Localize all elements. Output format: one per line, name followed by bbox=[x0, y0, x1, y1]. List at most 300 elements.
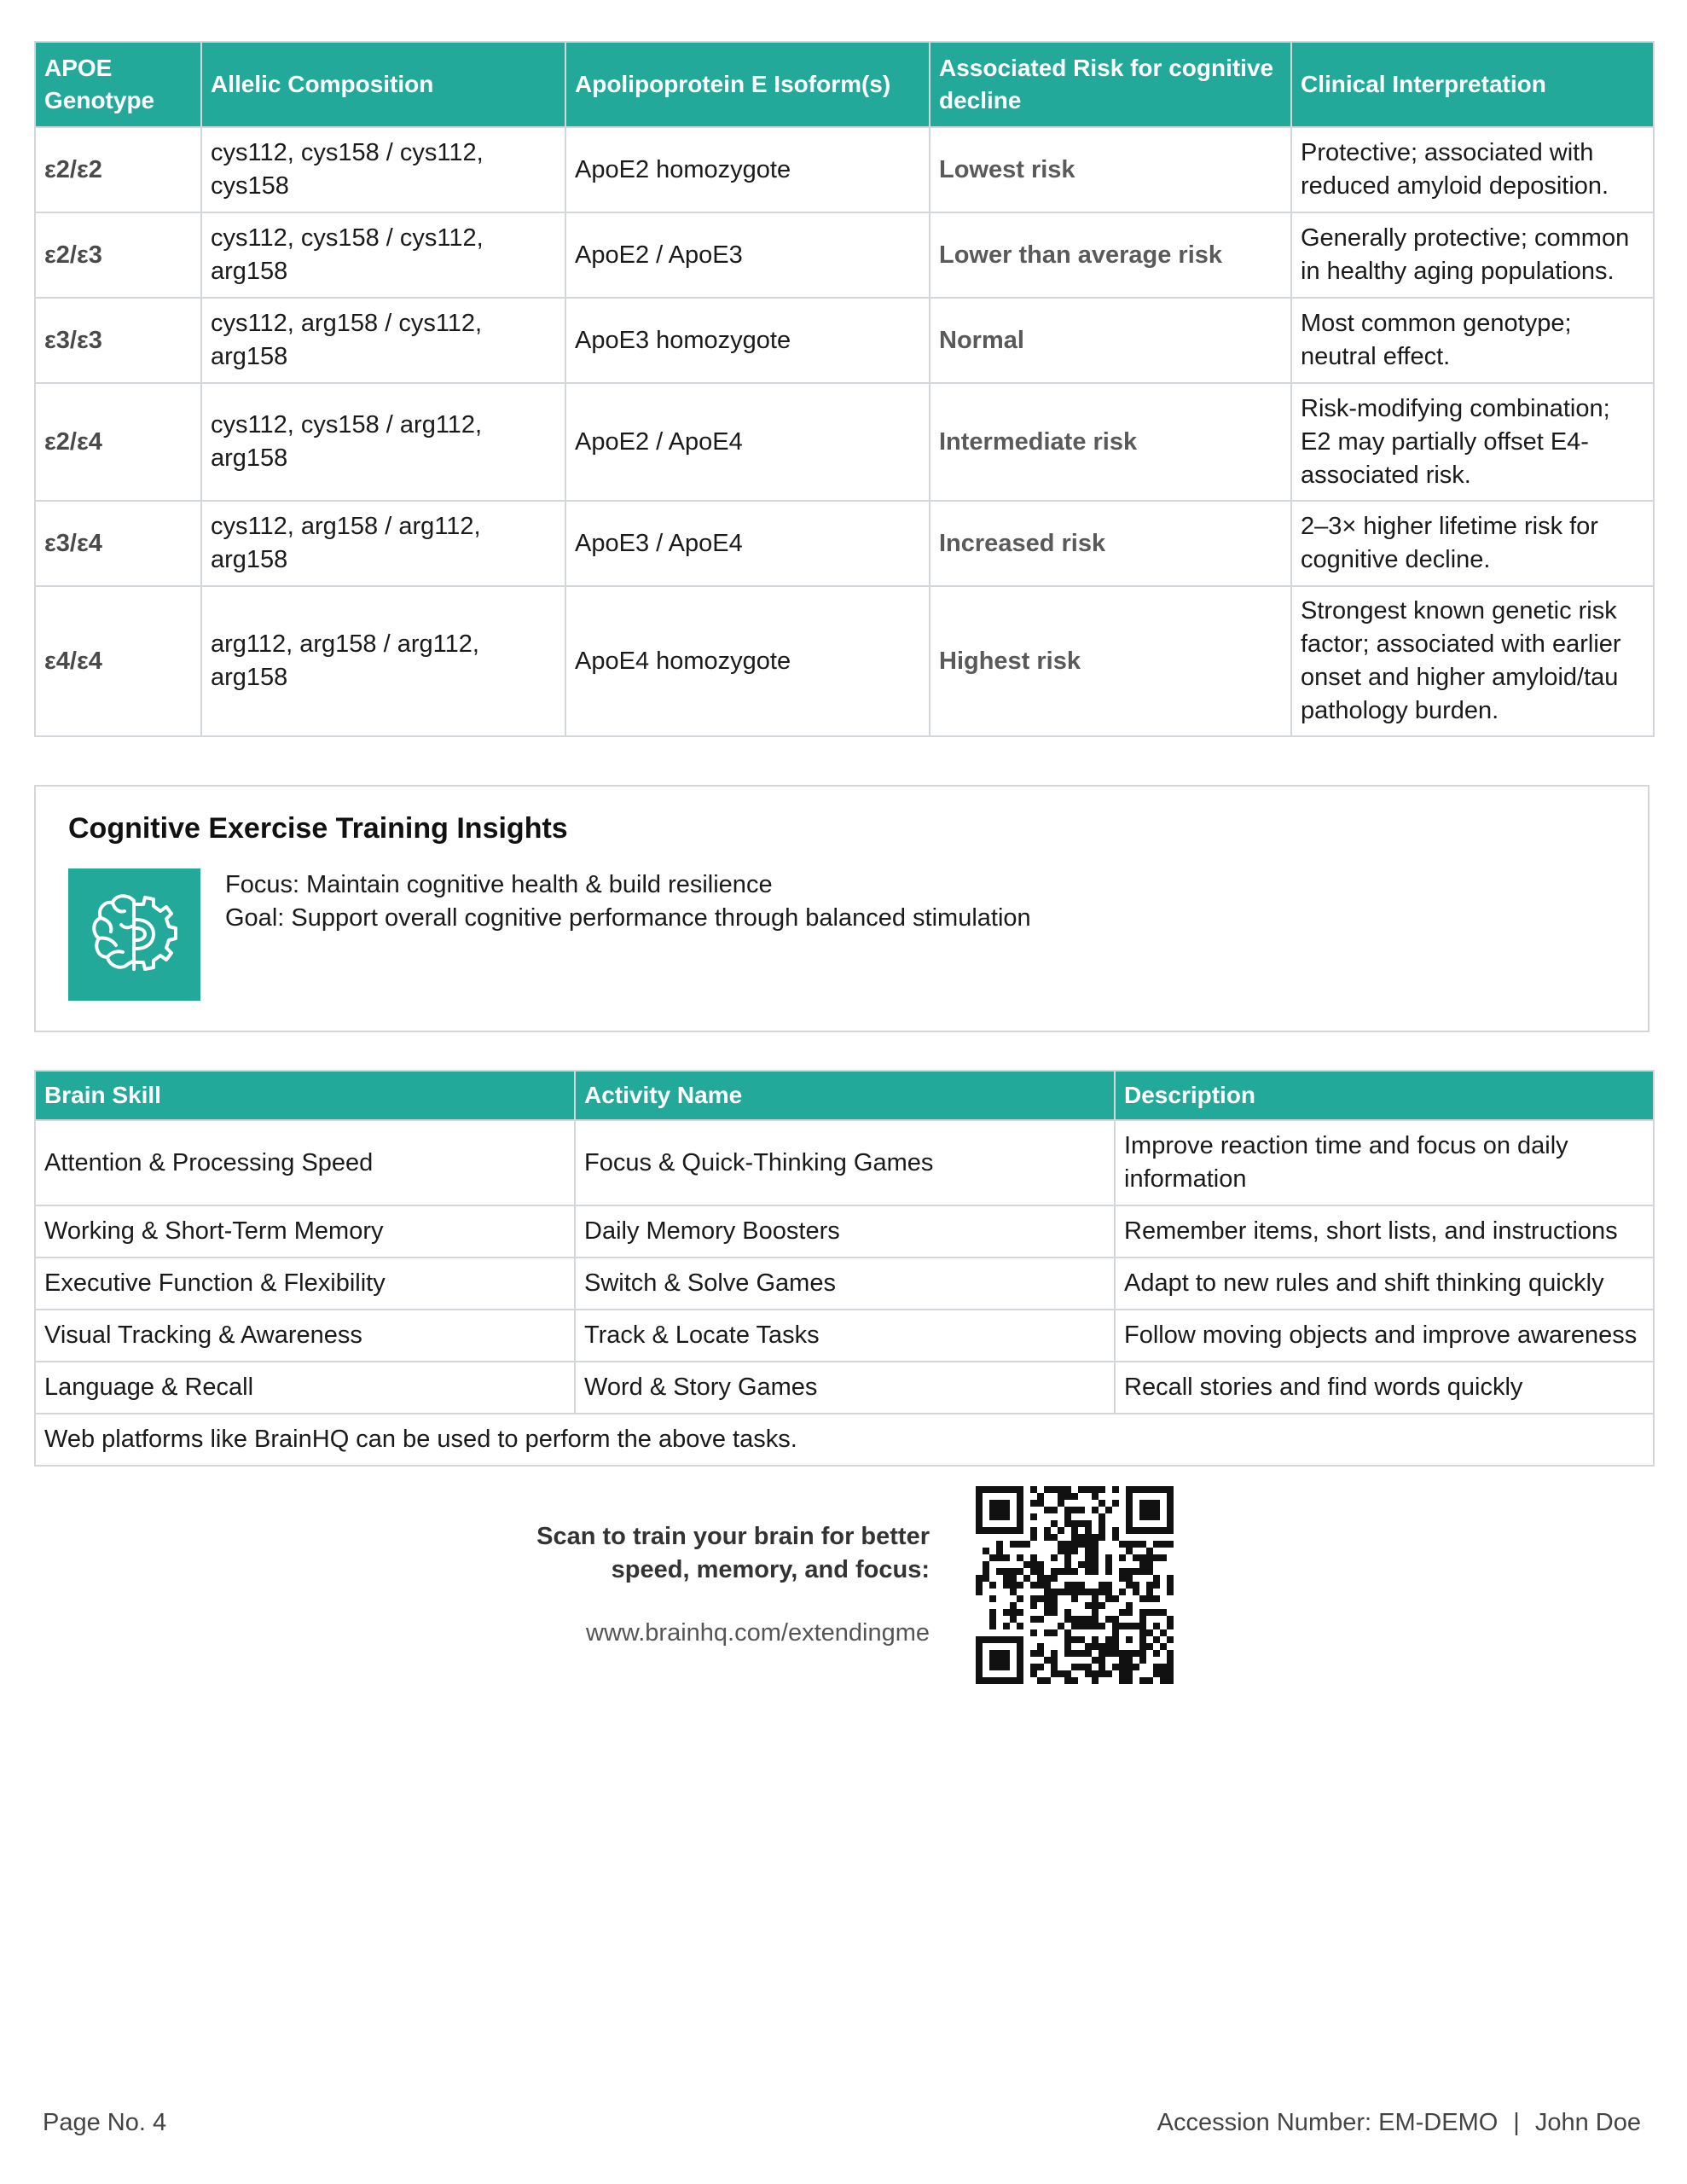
allelic-cell: cys112, cys158 / cys112, cys158 bbox=[201, 127, 565, 212]
accession-number: Accession Number: EM-DEMO bbox=[1157, 2109, 1499, 2136]
qr-module bbox=[1105, 1561, 1112, 1568]
qr-module bbox=[1003, 1609, 1010, 1616]
column-header: Associated Risk for cognitive decline bbox=[930, 42, 1291, 127]
qr-module bbox=[1051, 1589, 1058, 1595]
qr-module bbox=[989, 1623, 996, 1629]
interpretation-cell: Most common genotype; neutral effect. bbox=[1291, 298, 1654, 383]
qr-module bbox=[1071, 1548, 1078, 1554]
table-note-row bbox=[35, 1414, 1654, 1466]
qr-module bbox=[1030, 1616, 1037, 1623]
table-row bbox=[35, 1205, 1654, 1258]
brain-gear-icon bbox=[68, 868, 200, 1001]
qr-module bbox=[1058, 1500, 1064, 1507]
qr-module bbox=[1085, 1561, 1092, 1568]
qr-module bbox=[1030, 1513, 1037, 1520]
qr-module bbox=[1064, 1609, 1071, 1616]
qr-module bbox=[1139, 1561, 1146, 1568]
qr-module bbox=[1010, 1575, 1017, 1582]
qr-module bbox=[1051, 1629, 1058, 1636]
interpretation-cell: Strongest known genetic risk factor; associated with earlier onset and higher amyloid/tau pathology burden. bbox=[1291, 586, 1654, 736]
qr-module bbox=[1099, 1664, 1105, 1670]
qr-module bbox=[1112, 1595, 1119, 1602]
column-header: Brain Skill bbox=[35, 1071, 575, 1120]
qr-module bbox=[1037, 1616, 1044, 1623]
qr-module bbox=[1030, 1650, 1037, 1657]
goal-text: Goal: Support overall cognitive performance through balanced stimulation bbox=[225, 904, 1031, 932]
qr-module bbox=[1139, 1554, 1146, 1561]
qr-module bbox=[1167, 1541, 1174, 1548]
qr-module bbox=[1071, 1664, 1078, 1670]
qr-module bbox=[1099, 1500, 1105, 1507]
isoform-cell: ApoE2 / ApoE4 bbox=[565, 383, 930, 501]
qr-module bbox=[1126, 1670, 1133, 1677]
qr-module bbox=[1146, 1561, 1153, 1568]
qr-module bbox=[1064, 1582, 1071, 1589]
qr-module bbox=[1071, 1677, 1078, 1684]
qr-module bbox=[1167, 1677, 1174, 1684]
qr-module bbox=[1105, 1595, 1112, 1602]
qr-module bbox=[1092, 1493, 1099, 1500]
qr-module bbox=[1085, 1486, 1092, 1493]
qr-module bbox=[1112, 1500, 1119, 1507]
table-header-row bbox=[35, 42, 1654, 127]
qr-module bbox=[1153, 1575, 1160, 1582]
qr-module bbox=[1071, 1650, 1078, 1657]
qr-module bbox=[1058, 1548, 1064, 1554]
qr-module bbox=[1064, 1493, 1071, 1500]
scan-line-2: speed, memory, and focus: bbox=[611, 1556, 930, 1583]
qr-module bbox=[1112, 1534, 1119, 1541]
qr-module bbox=[1051, 1650, 1058, 1657]
qr-module bbox=[1058, 1493, 1064, 1500]
qr-module bbox=[1051, 1534, 1058, 1541]
qr-module bbox=[1064, 1636, 1071, 1643]
qr-module bbox=[996, 1541, 1003, 1548]
activity-cell: Daily Memory Boosters bbox=[575, 1205, 1115, 1258]
qr-module bbox=[1010, 1541, 1017, 1548]
insights-text bbox=[225, 868, 1031, 935]
qr-module bbox=[1119, 1589, 1126, 1595]
qr-module bbox=[1058, 1568, 1064, 1575]
qr-module bbox=[1119, 1677, 1126, 1684]
qr-module bbox=[1126, 1541, 1133, 1548]
qr-module bbox=[1078, 1541, 1085, 1548]
qr-module bbox=[976, 1575, 983, 1582]
qr-module bbox=[1153, 1582, 1160, 1589]
qr-module bbox=[1112, 1486, 1119, 1493]
qr-module bbox=[1085, 1589, 1092, 1595]
qr-module bbox=[1146, 1568, 1153, 1575]
qr-module bbox=[1092, 1507, 1099, 1513]
allelic-cell: cys112, arg158 / arg112, arg158 bbox=[201, 501, 565, 586]
qr-module bbox=[1092, 1541, 1099, 1548]
qr-module bbox=[1099, 1513, 1105, 1520]
skill-cell: Executive Function & Flexibility bbox=[35, 1258, 575, 1310]
qr-module bbox=[1071, 1636, 1078, 1643]
qr-module bbox=[1085, 1670, 1092, 1677]
qr-module bbox=[1092, 1616, 1099, 1623]
qr-module bbox=[1092, 1561, 1099, 1568]
allelic-cell: cys112, arg158 / cys112, arg158 bbox=[201, 298, 565, 383]
qr-module bbox=[1010, 1568, 1017, 1575]
scan-line-1: Scan to train your brain for better bbox=[536, 1523, 930, 1550]
qr-module bbox=[1044, 1582, 1051, 1589]
qr-module bbox=[1112, 1664, 1119, 1670]
qr-module bbox=[1092, 1636, 1099, 1643]
qr-module bbox=[1037, 1493, 1044, 1500]
qr-module bbox=[1126, 1657, 1133, 1664]
interpretation-cell: Protective; associated with reduced amyloid deposition. bbox=[1291, 127, 1654, 212]
qr-module bbox=[1153, 1609, 1160, 1616]
qr-module bbox=[1126, 1664, 1133, 1670]
qr-module bbox=[1092, 1677, 1099, 1684]
qr-code[interactable] bbox=[976, 1486, 1174, 1684]
qr-module bbox=[1064, 1568, 1071, 1575]
qr-module bbox=[1119, 1664, 1126, 1670]
qr-module bbox=[1139, 1616, 1146, 1623]
qr-module bbox=[1105, 1650, 1112, 1657]
qr-module bbox=[1099, 1602, 1105, 1609]
qr-module bbox=[1064, 1520, 1071, 1527]
footer-separator: | bbox=[1513, 2109, 1520, 2136]
qr-module bbox=[1071, 1507, 1078, 1513]
qr-module bbox=[1099, 1589, 1105, 1595]
qr-module bbox=[1099, 1643, 1105, 1650]
qr-module bbox=[1064, 1507, 1071, 1513]
qr-module bbox=[1105, 1589, 1112, 1595]
qr-module bbox=[1030, 1629, 1037, 1636]
isoform-cell: ApoE3 / ApoE4 bbox=[565, 501, 930, 586]
qr-module bbox=[1064, 1629, 1071, 1636]
footer-meta bbox=[1157, 2109, 1641, 2137]
qr-module bbox=[1051, 1595, 1058, 1602]
qr-module bbox=[1030, 1582, 1037, 1589]
qr-module bbox=[1092, 1623, 1099, 1629]
qr-module bbox=[1092, 1609, 1099, 1616]
qr-module bbox=[1064, 1513, 1071, 1520]
qr-module bbox=[1167, 1650, 1174, 1657]
focus-text: Focus: Maintain cognitive health & build resilience bbox=[225, 871, 773, 898]
qr-module bbox=[1085, 1664, 1092, 1670]
qr-module bbox=[1112, 1527, 1119, 1534]
qr-module bbox=[1051, 1609, 1058, 1616]
qr-module bbox=[1064, 1677, 1071, 1684]
qr-module bbox=[1078, 1561, 1085, 1568]
qr-module bbox=[1146, 1554, 1153, 1561]
qr-module bbox=[1133, 1589, 1139, 1595]
qr-module bbox=[1064, 1643, 1071, 1650]
qr-module bbox=[983, 1568, 989, 1575]
qr-module bbox=[1119, 1541, 1126, 1548]
qr-module bbox=[1139, 1541, 1146, 1548]
isoform-cell: ApoE2 / ApoE3 bbox=[565, 212, 930, 298]
qr-module bbox=[1071, 1527, 1078, 1534]
qr-module bbox=[1092, 1602, 1099, 1609]
qr-module bbox=[996, 1554, 1003, 1561]
qr-module bbox=[1017, 1623, 1023, 1629]
column-header: Activity Name bbox=[575, 1071, 1115, 1120]
qr-module bbox=[1030, 1486, 1037, 1493]
genotype-cell: ε3/ε4 bbox=[35, 501, 201, 586]
qr-module bbox=[1126, 1677, 1133, 1684]
table-header-row bbox=[35, 1071, 1654, 1120]
qr-module bbox=[1071, 1616, 1078, 1623]
qr-module bbox=[1119, 1575, 1126, 1582]
qr-module bbox=[1064, 1650, 1071, 1657]
qr-module bbox=[1003, 1554, 1010, 1561]
table-row bbox=[35, 1310, 1654, 1362]
qr-module bbox=[1167, 1657, 1174, 1664]
qr-module bbox=[1153, 1554, 1160, 1561]
qr-module bbox=[1160, 1670, 1167, 1677]
qr-module bbox=[1167, 1664, 1174, 1670]
table-row bbox=[35, 298, 1654, 383]
qr-module bbox=[989, 1582, 996, 1589]
qr-module bbox=[1146, 1595, 1153, 1602]
qr-module bbox=[1030, 1561, 1037, 1568]
qr-module bbox=[1037, 1664, 1044, 1670]
activity-cell: Track & Locate Tasks bbox=[575, 1310, 1115, 1362]
page-number: Page No. 4 bbox=[43, 2109, 167, 2136]
qr-module bbox=[1099, 1623, 1105, 1629]
qr-module bbox=[1003, 1568, 1010, 1575]
qr-module bbox=[1003, 1582, 1010, 1589]
qr-module bbox=[1092, 1534, 1099, 1541]
qr-module bbox=[1064, 1554, 1071, 1561]
skill-cell: Language & Recall bbox=[35, 1362, 575, 1414]
qr-module bbox=[1078, 1486, 1085, 1493]
qr-module bbox=[1146, 1548, 1153, 1554]
qr-module bbox=[1071, 1582, 1078, 1589]
qr-module bbox=[1099, 1650, 1105, 1657]
qr-module bbox=[1037, 1568, 1044, 1575]
qr-module bbox=[1085, 1548, 1092, 1554]
description-cell: Remember items, short lists, and instructions bbox=[1115, 1205, 1654, 1258]
column-header: Description bbox=[1115, 1071, 1654, 1120]
qr-module bbox=[1037, 1643, 1044, 1650]
qr-module bbox=[1139, 1657, 1146, 1664]
qr-module bbox=[1119, 1670, 1126, 1677]
qr-module bbox=[1160, 1609, 1167, 1616]
qr-module bbox=[1078, 1650, 1085, 1657]
risk-cell: Lowest risk bbox=[930, 127, 1291, 212]
qr-module bbox=[1092, 1554, 1099, 1561]
qr-module bbox=[1071, 1623, 1078, 1629]
qr-module bbox=[1064, 1589, 1071, 1595]
risk-cell: Highest risk bbox=[930, 586, 1291, 736]
qr-module bbox=[1099, 1486, 1105, 1493]
qr-module bbox=[1010, 1609, 1017, 1616]
qr-module bbox=[1017, 1609, 1023, 1616]
qr-module bbox=[1030, 1670, 1037, 1677]
qr-module bbox=[1099, 1657, 1105, 1664]
qr-module bbox=[1099, 1582, 1105, 1589]
qr-module bbox=[1071, 1541, 1078, 1548]
qr-module bbox=[1139, 1595, 1146, 1602]
qr-module bbox=[1037, 1650, 1044, 1657]
qr-module bbox=[1099, 1520, 1105, 1527]
qr-module bbox=[1058, 1623, 1064, 1629]
qr-module bbox=[1044, 1486, 1051, 1493]
qr-module bbox=[1010, 1616, 1017, 1623]
genotype-cell: ε2/ε2 bbox=[35, 127, 201, 212]
qr-module bbox=[1037, 1582, 1044, 1589]
qr-module bbox=[1078, 1636, 1085, 1643]
table-row bbox=[35, 501, 1654, 586]
risk-cell: Intermediate risk bbox=[930, 383, 1291, 501]
table-row bbox=[35, 383, 1654, 501]
qr-module bbox=[1085, 1568, 1092, 1575]
qr-module bbox=[1085, 1650, 1092, 1657]
qr-module bbox=[1044, 1575, 1051, 1582]
qr-module bbox=[1126, 1575, 1133, 1582]
qr-module bbox=[1139, 1568, 1146, 1575]
qr-module bbox=[1071, 1520, 1078, 1527]
qr-module bbox=[1105, 1554, 1112, 1561]
risk-cell: Increased risk bbox=[930, 501, 1291, 586]
skill-cell: Attention & Processing Speed bbox=[35, 1120, 575, 1205]
qr-module bbox=[1071, 1493, 1078, 1500]
qr-module bbox=[1146, 1629, 1153, 1636]
qr-module bbox=[1078, 1589, 1085, 1595]
qr-module bbox=[1146, 1643, 1153, 1650]
qr-module bbox=[1153, 1541, 1160, 1548]
qr-module bbox=[1044, 1602, 1051, 1609]
qr-module bbox=[1085, 1602, 1092, 1609]
risk-cell: Lower than average risk bbox=[930, 212, 1291, 298]
qr-module bbox=[1092, 1568, 1099, 1575]
qr-module bbox=[1017, 1582, 1023, 1589]
brain-skills-table bbox=[34, 1070, 1655, 1467]
qr-module bbox=[1044, 1507, 1051, 1513]
qr-module bbox=[1146, 1582, 1153, 1589]
qr-module bbox=[1058, 1589, 1064, 1595]
qr-module bbox=[1085, 1520, 1092, 1527]
qr-module bbox=[1085, 1541, 1092, 1548]
qr-module bbox=[1078, 1623, 1085, 1629]
qr-module bbox=[1058, 1486, 1064, 1493]
qr-module bbox=[1058, 1527, 1064, 1534]
qr-module bbox=[1037, 1575, 1044, 1582]
skill-cell: Visual Tracking & Awareness bbox=[35, 1310, 575, 1362]
qr-module bbox=[1105, 1568, 1112, 1575]
interpretation-cell: 2–3× higher lifetime risk for cognitive decline. bbox=[1291, 501, 1654, 586]
qr-module bbox=[1133, 1582, 1139, 1589]
qr-module bbox=[1119, 1657, 1126, 1664]
column-header: APOE Genotype bbox=[35, 42, 201, 127]
allelic-cell: cys112, cys158 / arg112, arg158 bbox=[201, 383, 565, 501]
allelic-cell: cys112, cys158 / cys112, arg158 bbox=[201, 212, 565, 298]
isoform-cell: ApoE4 homozygote bbox=[565, 586, 930, 736]
qr-module bbox=[1105, 1636, 1112, 1643]
description-cell: Adapt to new rules and shift thinking quickly bbox=[1115, 1258, 1654, 1310]
qr-module bbox=[983, 1548, 989, 1554]
qr-module bbox=[1071, 1534, 1078, 1541]
brainhq-link[interactable]: www.brainhq.com/extendingme bbox=[586, 1619, 930, 1647]
table-row bbox=[35, 127, 1654, 212]
qr-module bbox=[1030, 1500, 1037, 1507]
isoform-cell: ApoE2 homozygote bbox=[565, 127, 930, 212]
table-note: Web platforms like BrainHQ can be used to perform the above tasks. bbox=[35, 1414, 1654, 1466]
table-row bbox=[35, 1120, 1654, 1205]
qr-module bbox=[1160, 1643, 1167, 1650]
qr-module bbox=[1030, 1595, 1037, 1602]
qr-module bbox=[1064, 1670, 1071, 1677]
qr-module bbox=[1030, 1664, 1037, 1670]
qr-module bbox=[1092, 1548, 1099, 1554]
qr-module bbox=[1153, 1664, 1160, 1670]
qr-module bbox=[1126, 1609, 1133, 1616]
qr-module bbox=[1051, 1657, 1058, 1664]
qr-module bbox=[976, 1582, 983, 1589]
column-header: Allelic Composition bbox=[201, 42, 565, 127]
qr-module bbox=[1133, 1664, 1139, 1670]
qr-module bbox=[1058, 1541, 1064, 1548]
qr-module bbox=[1153, 1670, 1160, 1677]
qr-module bbox=[1044, 1527, 1051, 1534]
risk-cell: Normal bbox=[930, 298, 1291, 383]
activity-cell: Focus & Quick-Thinking Games bbox=[575, 1120, 1115, 1205]
qr-module bbox=[1105, 1507, 1112, 1513]
qr-module bbox=[1085, 1623, 1092, 1629]
qr-module bbox=[1078, 1616, 1085, 1623]
qr-module bbox=[1078, 1582, 1085, 1589]
qr-module bbox=[1064, 1561, 1071, 1568]
qr-module bbox=[1017, 1568, 1023, 1575]
qr-module bbox=[1030, 1534, 1037, 1541]
qr-module bbox=[1071, 1568, 1078, 1575]
qr-module bbox=[1153, 1595, 1160, 1602]
description-cell: Recall stories and find words quickly bbox=[1115, 1362, 1654, 1414]
genotype-cell: ε3/ε3 bbox=[35, 298, 201, 383]
cognitive-insights-panel bbox=[34, 785, 1649, 1032]
qr-module bbox=[1058, 1670, 1064, 1677]
table-row bbox=[35, 1258, 1654, 1310]
qr-module bbox=[1099, 1527, 1105, 1534]
interpretation-cell: Risk-modifying combination; E2 may partially offset E4-associated risk. bbox=[1291, 383, 1654, 501]
qr-module bbox=[1105, 1582, 1112, 1589]
qr-module bbox=[1167, 1670, 1174, 1677]
qr-module bbox=[1139, 1677, 1146, 1684]
qr-module bbox=[1092, 1595, 1099, 1602]
qr-module bbox=[1044, 1677, 1051, 1684]
genotype-cell: ε4/ε4 bbox=[35, 586, 201, 736]
qr-module bbox=[1037, 1561, 1044, 1568]
qr-module bbox=[1044, 1629, 1051, 1636]
qr-module bbox=[1071, 1595, 1078, 1602]
qr-module bbox=[1092, 1670, 1099, 1677]
qr-module bbox=[1037, 1595, 1044, 1602]
qr-module bbox=[1160, 1677, 1167, 1684]
qr-module bbox=[1146, 1609, 1153, 1616]
qr-module bbox=[1003, 1575, 1010, 1582]
qr-module bbox=[1105, 1670, 1112, 1677]
qr-module bbox=[989, 1554, 996, 1561]
qr-module bbox=[1051, 1575, 1058, 1582]
qr-module bbox=[989, 1595, 996, 1602]
qr-module bbox=[1017, 1541, 1023, 1548]
qr-module bbox=[1023, 1561, 1030, 1568]
genotype-cell: ε2/ε4 bbox=[35, 383, 201, 501]
column-header: Apolipoprotein E Isoform(s) bbox=[565, 42, 930, 127]
qr-module bbox=[1133, 1554, 1139, 1561]
qr-module bbox=[1146, 1677, 1153, 1684]
description-cell: Improve reaction time and focus on daily information bbox=[1115, 1120, 1654, 1205]
qr-module bbox=[1044, 1534, 1051, 1541]
qr-module bbox=[1017, 1554, 1023, 1561]
qr-module bbox=[1030, 1568, 1037, 1575]
qr-module bbox=[1160, 1541, 1167, 1548]
